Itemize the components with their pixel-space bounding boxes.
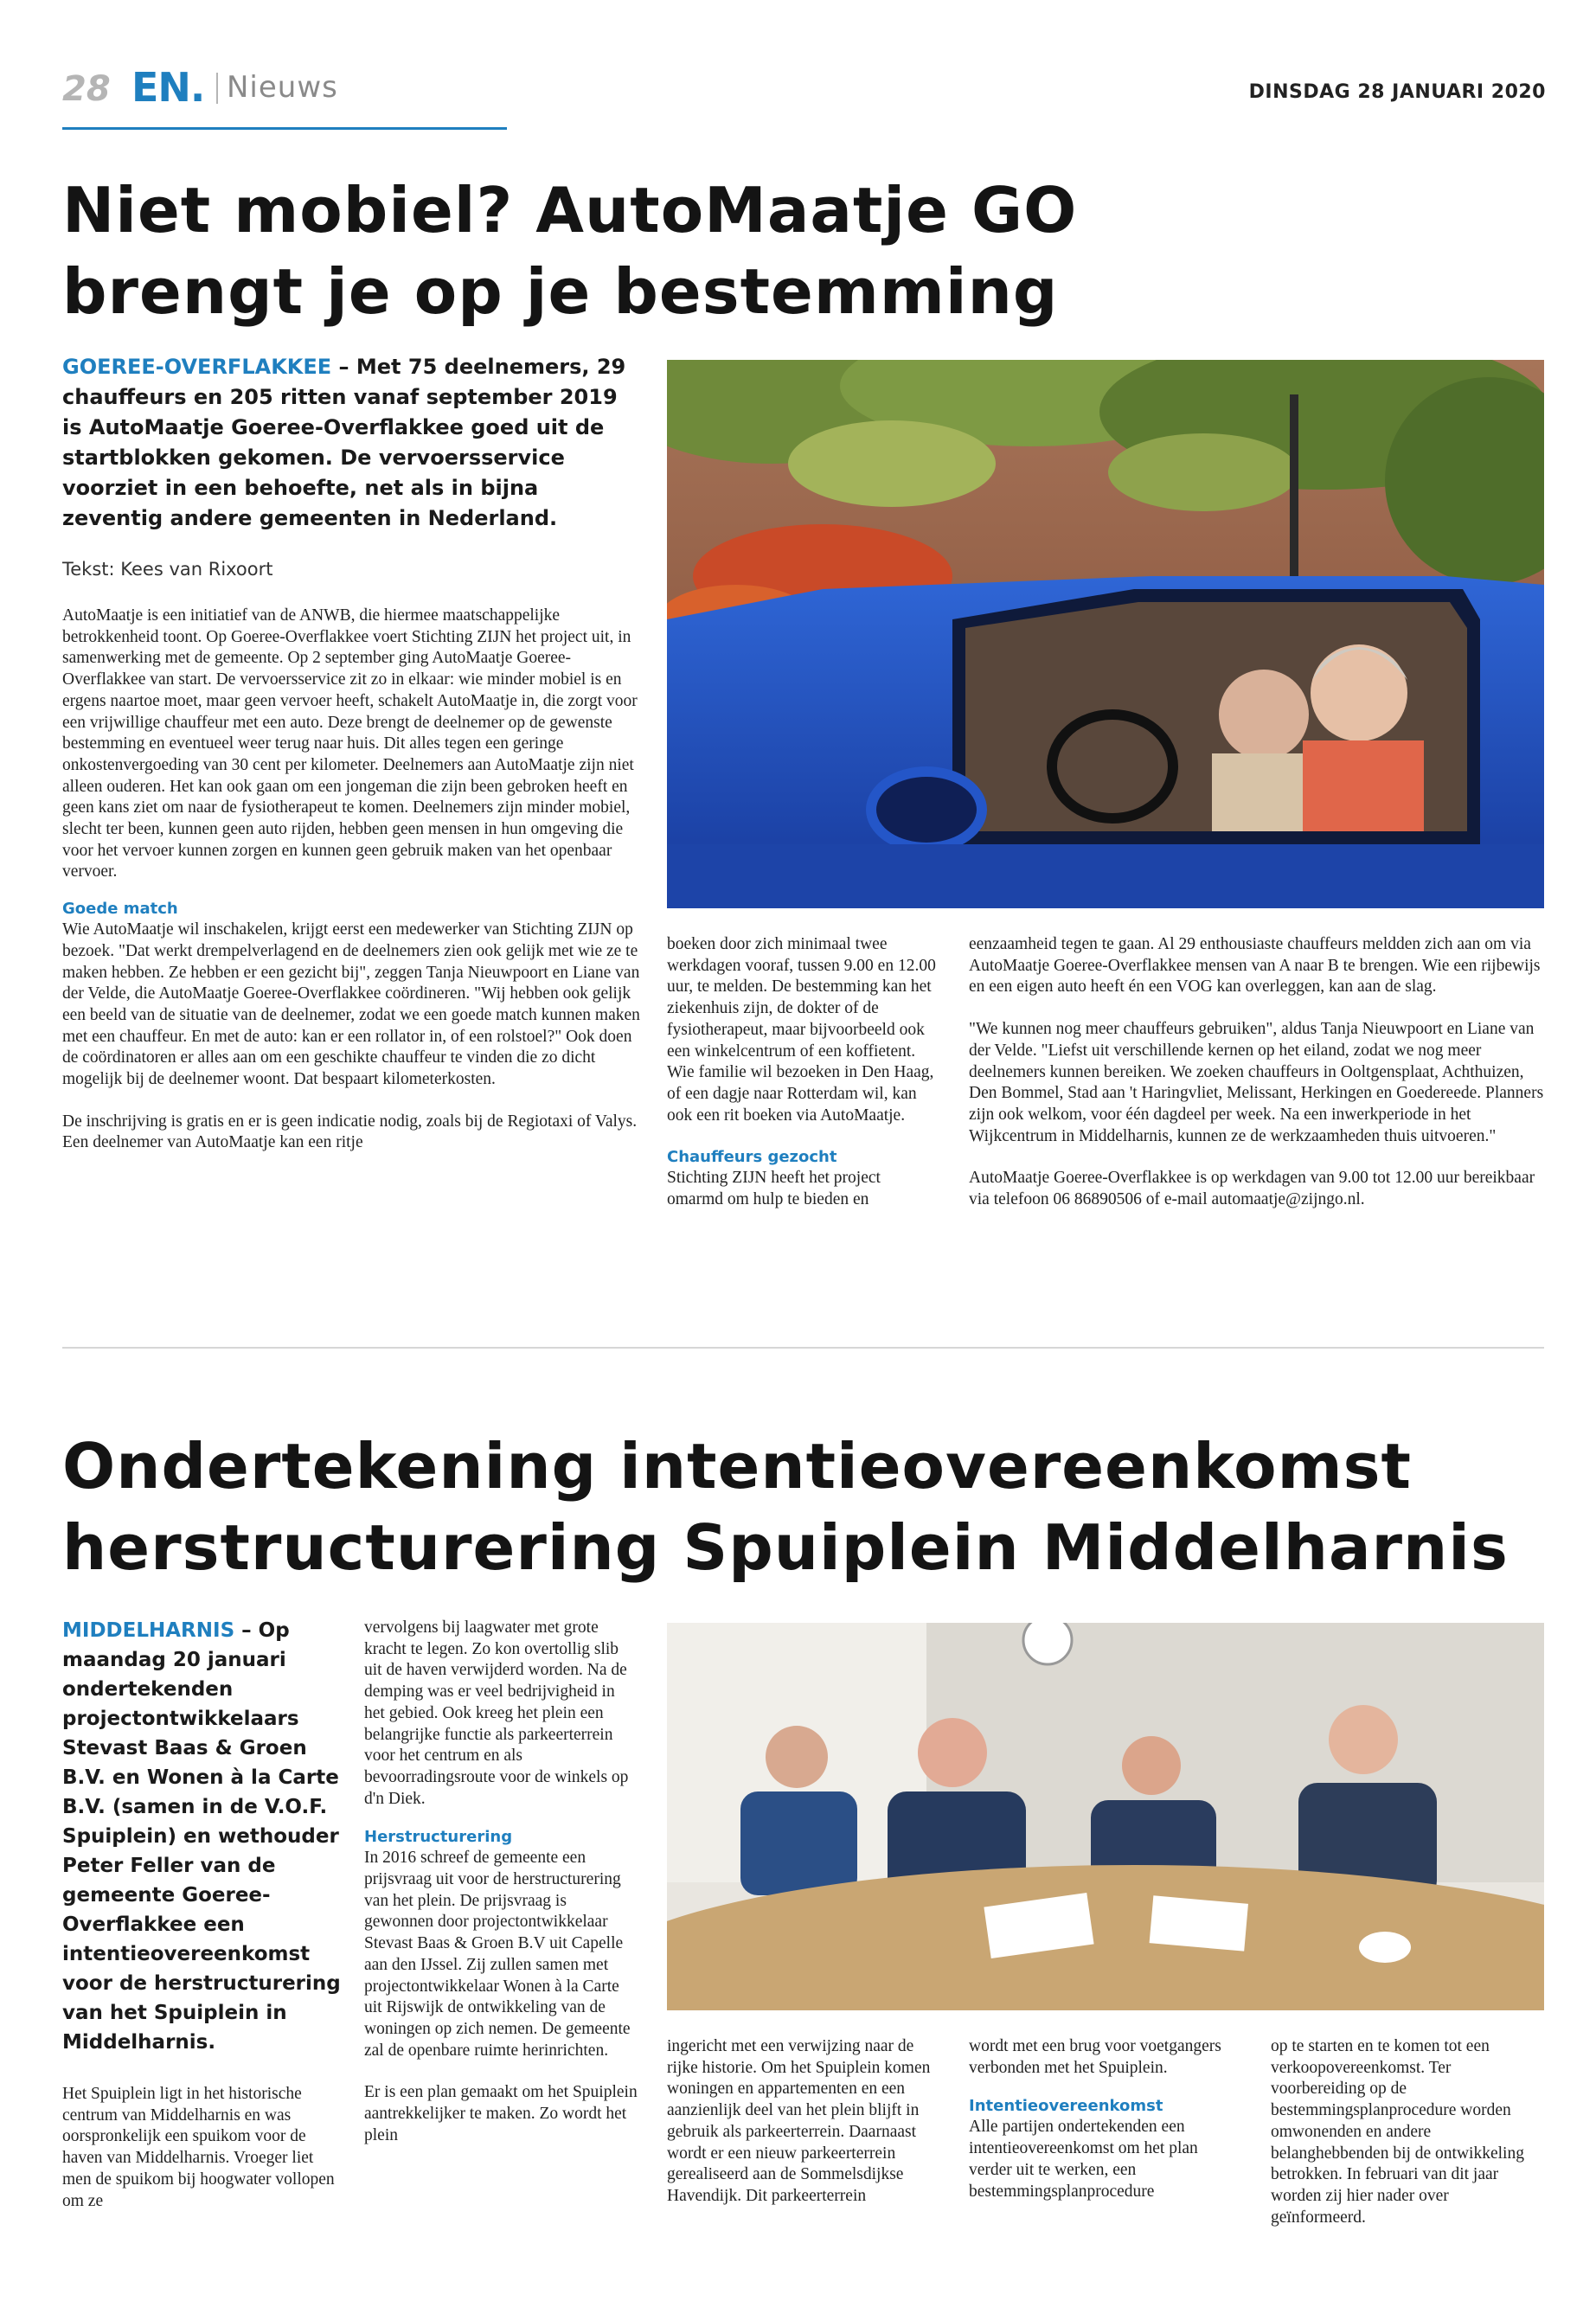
signing-photo-illustration — [667, 1623, 1544, 2010]
subheading-chauffeurs-gezocht: Chauffeurs gezocht — [667, 1148, 837, 1167]
section-label: Nieuws — [227, 70, 338, 105]
subheading-goede-match: Goede match — [62, 900, 178, 919]
subheading-herstructurering: Herstructurering — [364, 1828, 513, 1847]
signing-photo — [667, 1623, 1544, 2010]
article2-col1: Het Spuiplein ligt in het historische centrum van Middelharnis en was oorspronkelijk een spuikom voor de haven van Middelharnis. Vroeger liet men de spuikom bij hoogwater vollopen om ze — [62, 2085, 335, 2210]
car-photo — [667, 360, 1544, 908]
lead-text: – Op maandag 20 januari ondertekenden projectontwikkelaars Stevast Baas & Groen B.V. en Wonen à la Carte B.V. (samen in de V.O.F. Spuiplein) en wethouder Peter Feller van de gemeente Goeree-Overflakkee een intentieovereenkomst voor de herstructurering van het Spuiplein in Middelharnis. — [62, 1619, 341, 2054]
paragraph: Alle partijen ondertekenden een intentieovereenkomst om het plan verder uit te werken, een bestemmingsplanprocedure — [969, 2118, 1198, 2201]
article2-lead — [62, 1616, 344, 2057]
issue-date: DINSDAG 28 JANUARI 2020 — [1248, 81, 1546, 103]
headline-line: herstructurering Spuiplein Middelharnis — [62, 1511, 1509, 1584]
paragraph: Stichting ZIJN heeft het project omarmd om hulp te bieden en — [667, 1169, 881, 1209]
lead-text: – Met 75 deelnemers, 29 chauffeurs en 205 ritten vanaf september 2019 is AutoMaatje Goeree-Overflakkee goed uit de startblokken gekomen. De vervoersservice voorziet in een behoefte, net als in bijna zeventig andere gemeenten in Nederland. — [62, 355, 626, 530]
byline: Tekst: Kees van Rixoort — [62, 559, 273, 580]
headline-line: brengt je op je bestemming — [62, 255, 1059, 328]
article-divider — [62, 1347, 1544, 1349]
header-rule — [62, 127, 507, 130]
paragraph: Er is een plan gemaakt om het Spuiplein aantrekkelijker te maken. Zo wordt het plein — [364, 2083, 638, 2144]
paragraph: Wie AutoMaatje wil inschakelen, krijgt eerst een medewerker van Stichting ZIJN op bezoek. "Dat werkt drempelverlagend en de deelnemers zien ook gelijk met wie ze te maken hebben. Ze hebben er een gezicht bij", zeggen Tanja Nieuwpoort en Liane van der Velde, die AutoMaatje Goeree-Overflakkee coördineren. "Wij hebben ook gelijk een beeld van de situatie van de deelnemer, zodat we een goede match kunnen maken met een chauffeur. En met de auto: kan er een rollator in, of een rolstoel?" Ook doen de coördinatoren er alles aan om een geschikte chauffeur te vinden die zo dicht mogelijk bij de deelnemer woont. Dat bespaart kilometerkosten. — [62, 920, 640, 1089]
headline-line: Niet mobiel? AutoMaatje GO — [62, 174, 1078, 247]
paragraph: AutoMaatje is een initiatief van de ANWB, die hiermee maatschappelijke betrokkenheid toont. Op Goeree-Overflakkee voert Stichting ZIJN het project uit, in samenwerking met de gemeente. Op 2 september ging AutoMaatje Goeree-Overflakkee van start. De vervoersservice zit zo in elkaar: wie minder mobiel is en ergens naartoe moet, maar geen vervoer heeft, schakelt AutoMaatje in, die zorgt voor een vrijwillige chauffeur met een auto. Deze brengt de deelnemer op de gewenste bestemming en eventueel weer terug naar huis. Dit alles tegen een geringe onkostenvergoeding van 30 cent per kilometer. Deelnemers aan AutoMaatje zijn niet alleen ouderen. Het kan ook gaan om een jongeman die zijn been gebroken heeft en geen kans ziet om naar de fysiotherapeut te komen. Deelnemers zijn minder mobiel, slecht ter been, kunnen geen auto rijden, hebben geen mensen in hun omgeving die voor het vervoer kunnen zorgen en kunnen geen gebruik maken van het openbaar vervoer. — [62, 606, 638, 881]
paragraph: "We kunnen nog meer chauffeurs gebruiken", aldus Tanja Nieuwpoort en Liane van der Velde. "Liefst uit verschillende kernen op het eiland, zodat we nog meer deelnemers kunnen bereiken. We zoeken chauffeurs in Ooltgensplaat, Achthuizen, Den Bommel, Stad aan 't Haringvliet, Melissant, Herkingen en Goedereede. Planners zijn ook welkom, voor één dagdeel per week. Na een inwerkperiode in het Wijkcentrum in Middelharnis, kunnen ze de werkzaamheden thuis uitvoeren." — [969, 1020, 1544, 1145]
article2-col2 — [364, 1618, 638, 2146]
subheading-intentieovereenkomst: Intentieovereenkomst — [969, 2097, 1163, 2116]
article1-headline — [62, 170, 1187, 332]
paragraph: AutoMaatje Goeree-Overflakkee is op werkdagen van 9.00 tot 12.00 uur bereikbaar via telefoon 06 86890506 of e-mail automaatje@zijngo.nl. — [969, 1169, 1535, 1209]
dateline-place: MIDDELHARNIS — [62, 1619, 235, 1642]
car-photo-illustration — [667, 360, 1544, 908]
page-number: 28 — [62, 69, 111, 109]
article2-col3: ingericht met een verwijzing naar de rijke historie. Om het Spuiplein komen woningen en appartementen en een aanzienlijk deel van het plein blijft in gebruik als parkeerterrein. Daarnaast wordt er een nieuw parkeerterrein gerealiseerd aan de Sommelsdijkse Havendijk. Dit parkeerterrein — [667, 2037, 931, 2205]
dateline-place: GOEREE-OVERFLAKKEE — [62, 355, 332, 379]
article1-col2 — [667, 934, 939, 1211]
article2-col5: op te starten en te komen tot een verkoopovereenkomst. Ter voorbereiding op de bestemmingsplanprocedure worden omwonenden en andere belanghebbenden bij de ontwikkeling betrokken. In februari van dit jaar worden zij hier nader over geïnformeerd. — [1271, 2037, 1524, 2227]
article1-lead — [62, 352, 633, 534]
paragraph: eenzaamheid tegen te gaan. Al 29 enthousiaste chauffeurs meldden zich aan om via AutoMaatje Goeree-Overflakkee mensen van A naar B te brengen. Wie een rijbewijs en een eigen auto heeft én een VOG kan overleggen, kan aan de slag. — [969, 935, 1541, 997]
paragraph: boeken door zich minimaal twee werkdagen vooraf, tussen 9.00 en 12.00 uur, te melden. De bestemming kan het ziekenhuis zijn, de dokter of de fysiotherapeut, maar bijvoorbeeld ook een winkelcentrum of een koffietent. Wie familie wil bezoeken in Den Haag, of een dagje naar Rotterdam wil, kan ook een rit boeken via AutoMaatje. — [667, 935, 936, 1125]
logo: EN. — [131, 64, 205, 111]
paragraph: wordt met een brug voor voetgangers verbonden met het Spuiplein. — [969, 2037, 1221, 2077]
article2-headline — [62, 1426, 1544, 1588]
paragraph: vervolgens bij laagwater met grote kracht te legen. Zo kon overtollig slib uit de haven verwijderd worden. Na de demping was er veel bedrijvigheid in het gebied. Ook kreeg het plein een belangrijke functie als parkeerterrein voor het centrum en als bevoorradingsroute voor de winkels op d'n Diek. — [364, 1618, 629, 1808]
article1-col3 — [969, 934, 1544, 1211]
headline-line: Ondertekening intentieovereenkomst — [62, 1430, 1412, 1503]
paragraph: In 2016 schreef de gemeente een prijsvraag uit voor de herstructurering van het plein. De prijsvraag is gewonnen door projectontwikkelaar Stevast Baas & Groen B.V uit Capelle aan den IJssel. Zij zullen samen met projectontwikkelaar Wonen à la Carte uit Rijswijk de ontwikkeling van de woningen op zich nemen. De gemeente zal de openbare ruimte herinrichten. — [364, 1849, 631, 2060]
article2-col4 — [969, 2036, 1242, 2202]
header-divider — [216, 73, 218, 104]
article1-col1 — [62, 606, 640, 1154]
paragraph: De inschrijving is gratis en er is geen indicatie nodig, zoals bij de Regiotaxi of Valys. Een deelnemer van AutoMaatje kan een ritje — [62, 1112, 638, 1152]
